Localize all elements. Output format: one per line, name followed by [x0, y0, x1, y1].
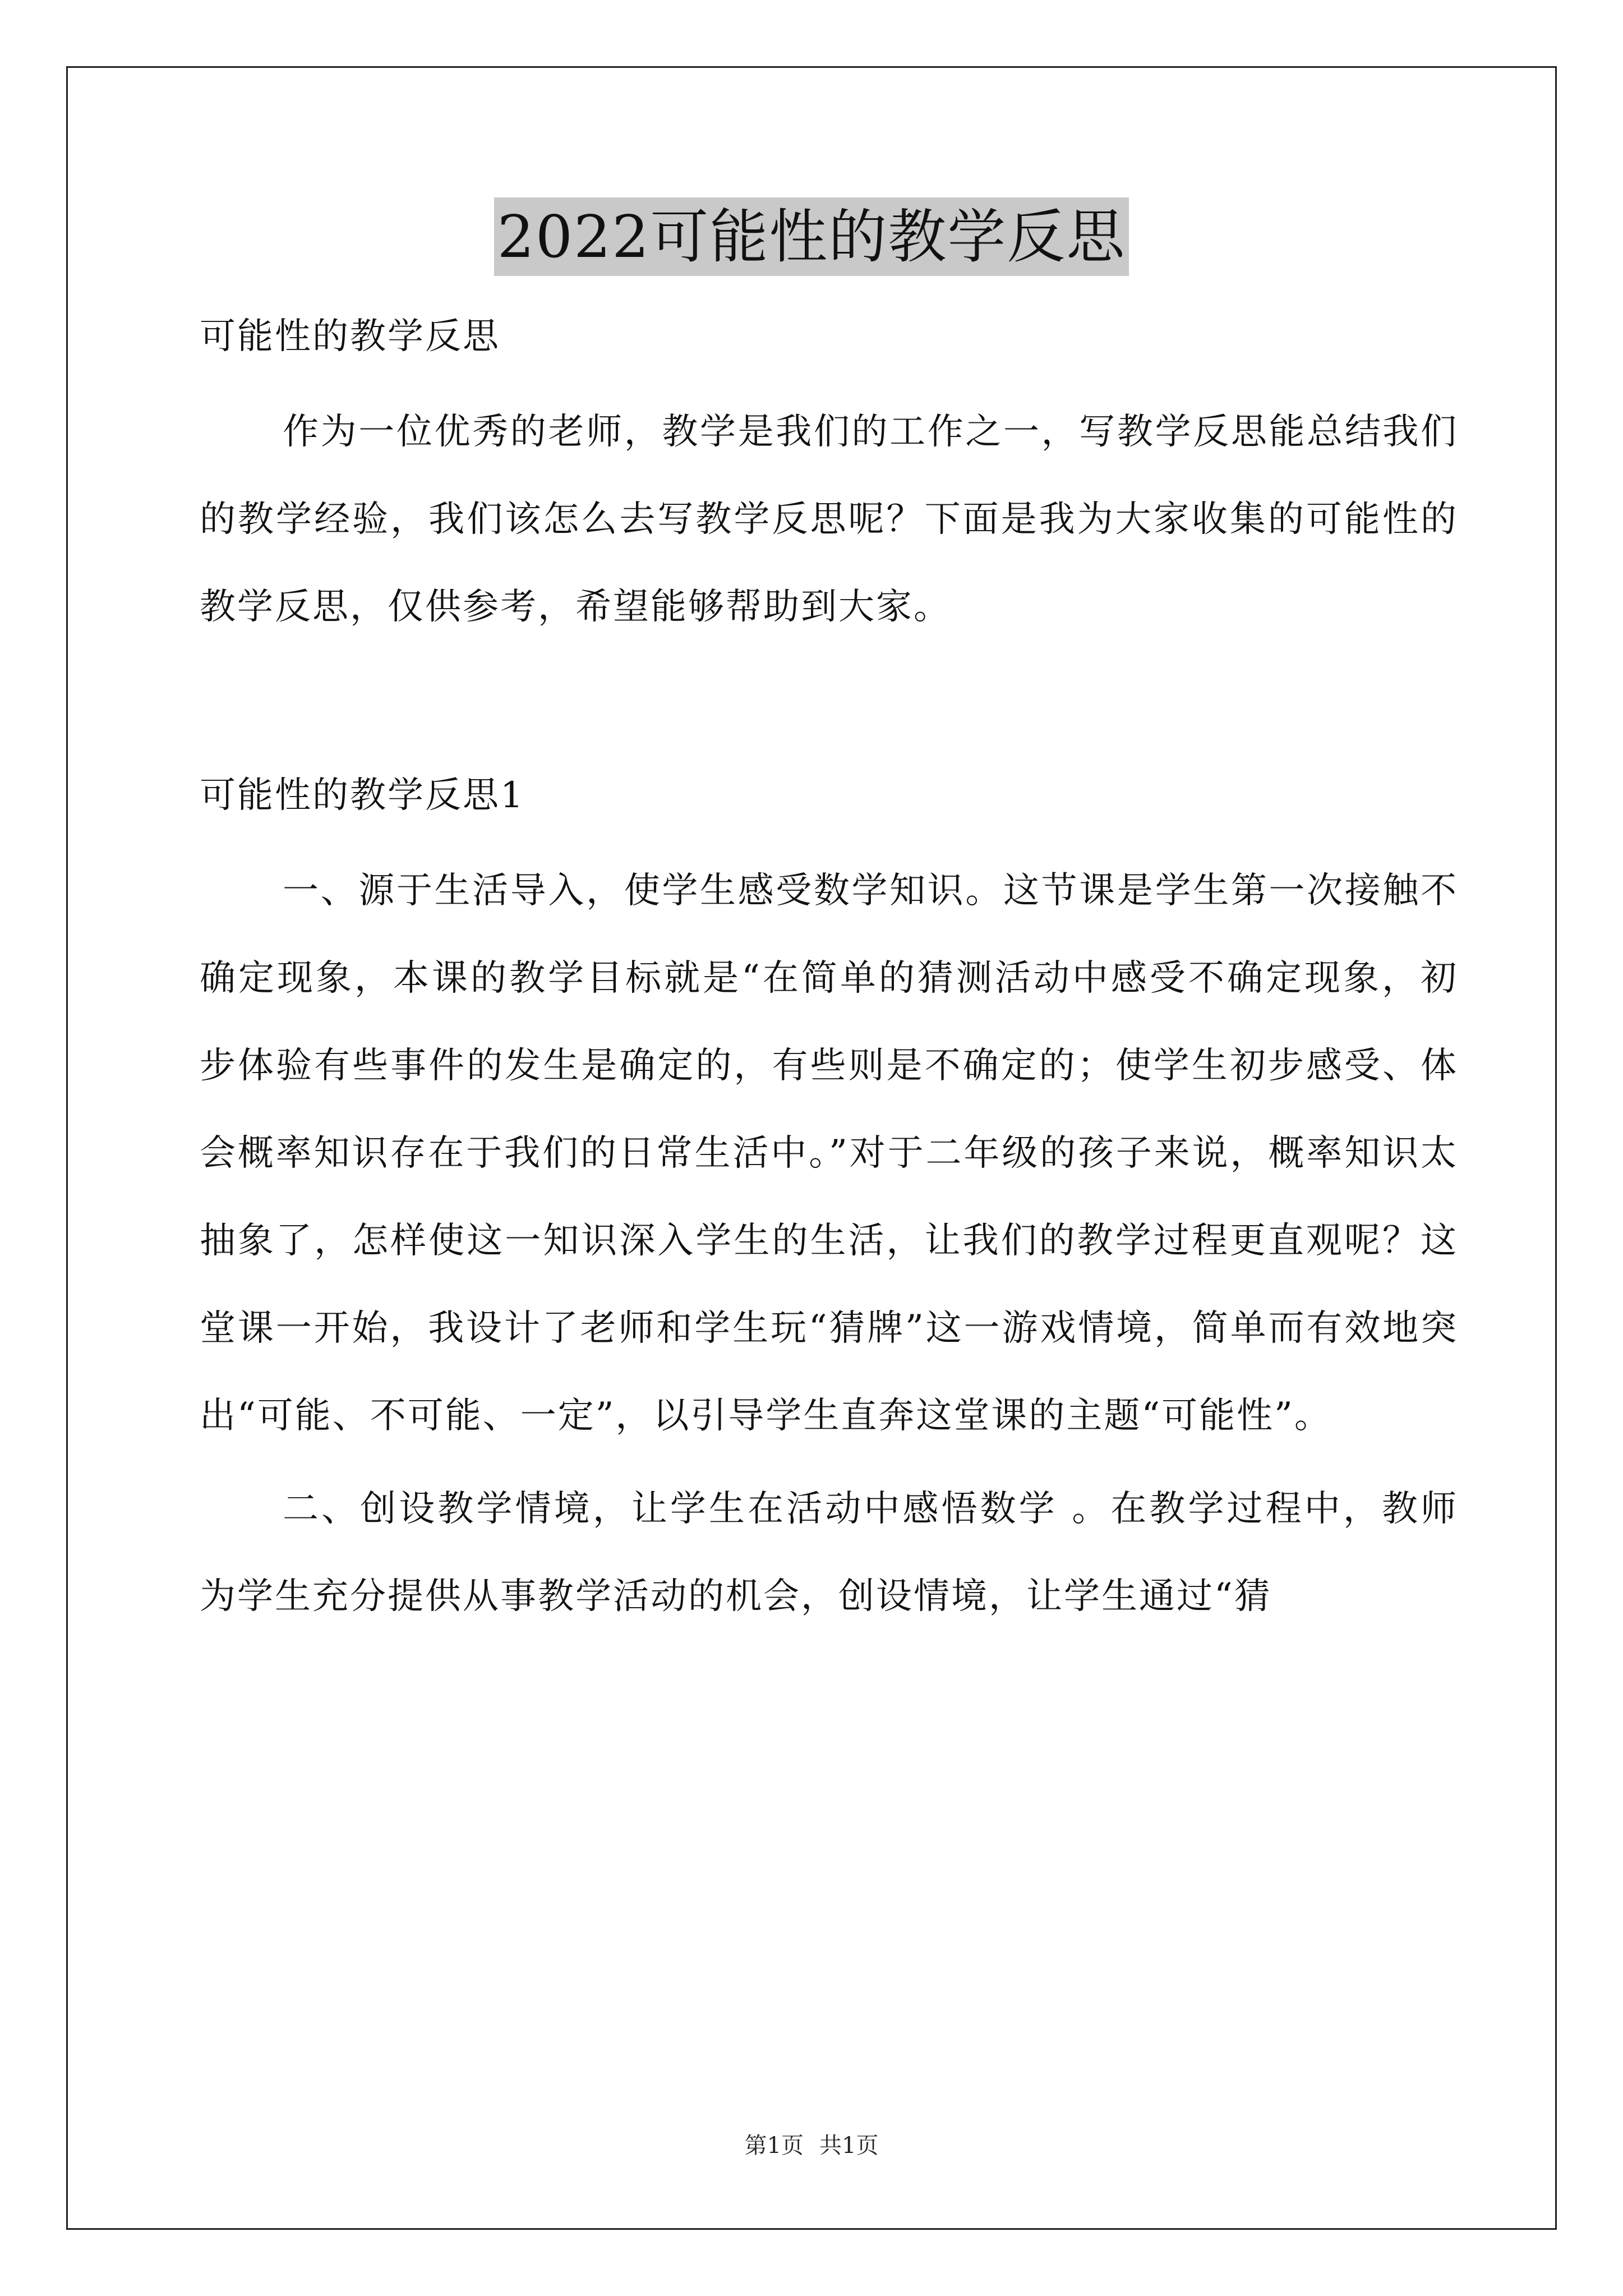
document-subtitle: 可能性的教学反思 — [200, 316, 500, 357]
title-container — [0, 197, 1623, 276]
document-title: 2022可能性的教学反思 — [494, 197, 1129, 276]
page-total: 共1页 — [819, 2133, 879, 2159]
document-body — [200, 314, 1458, 1640]
section-paragraph-2: 二、创设教学情境，让学生在活动中感悟数学 。在教学过程中，教师为学生充分提供从事教学活动的机会，创设情境，让学生通过“猜 — [200, 1488, 1458, 1617]
page-number: 第1页 — [744, 2133, 804, 2159]
intro-paragraph: 作为一位优秀的老师，教学是我们的工作之一，写教学反思能总结我们的教学经验，我们该怎么去写教学反思呢？下面是我为大家收集的可能性的教学反思，仅供参考，希望能够帮助到大家。 — [200, 411, 1458, 628]
section-heading: 可能性的教学反思1 — [200, 775, 525, 816]
section-paragraph-1: 一、源于生活导入，使学生感受数学知识。这节课是学生第一次接触不确定现象，本课的教学目标就是“在简单的猜测活动中感受不确定现象，初步体验有些事件的发生是确定的，有些则是不确定的；使学生初步感受、体会概率知识存在于我们的日常生活中。”对于二年级的孩子来说，概率知识太抽象了，怎样使这一知识深入学生的生活，让我们的教学过程更直观呢？这堂课一开始，我设计了老师和学生玩“猜牌”这一游戏情境，简单而有效地突出“可能、不可能、一定”，以引导学生直奔这堂课的主题“可能性”。 — [200, 870, 1458, 1437]
page-footer — [0, 2132, 1623, 2160]
